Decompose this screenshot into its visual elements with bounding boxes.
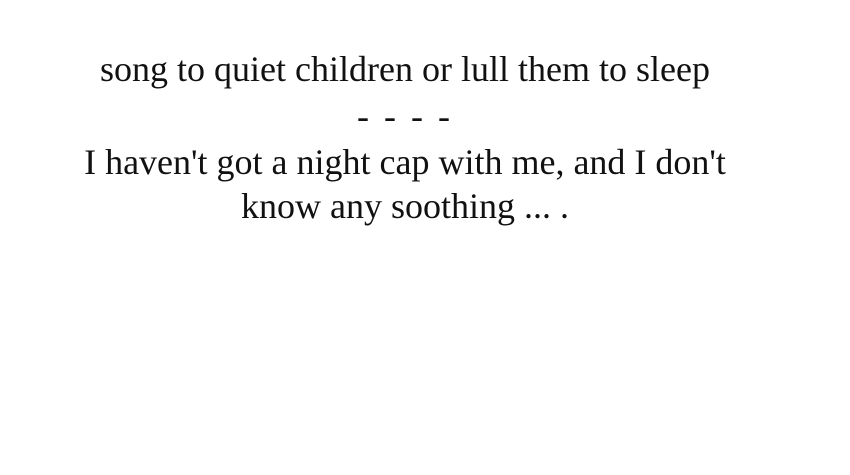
- definition-text: song to quiet children or lull them to sleep: [100, 49, 710, 89]
- separator: - - - -: [357, 96, 453, 136]
- example-sentence-line-1: I haven't got a night cap with me, and I don't: [84, 142, 726, 182]
- example-sentence-line-2: know any soothing ... .: [241, 186, 569, 226]
- example-sentence: [0, 140, 810, 228]
